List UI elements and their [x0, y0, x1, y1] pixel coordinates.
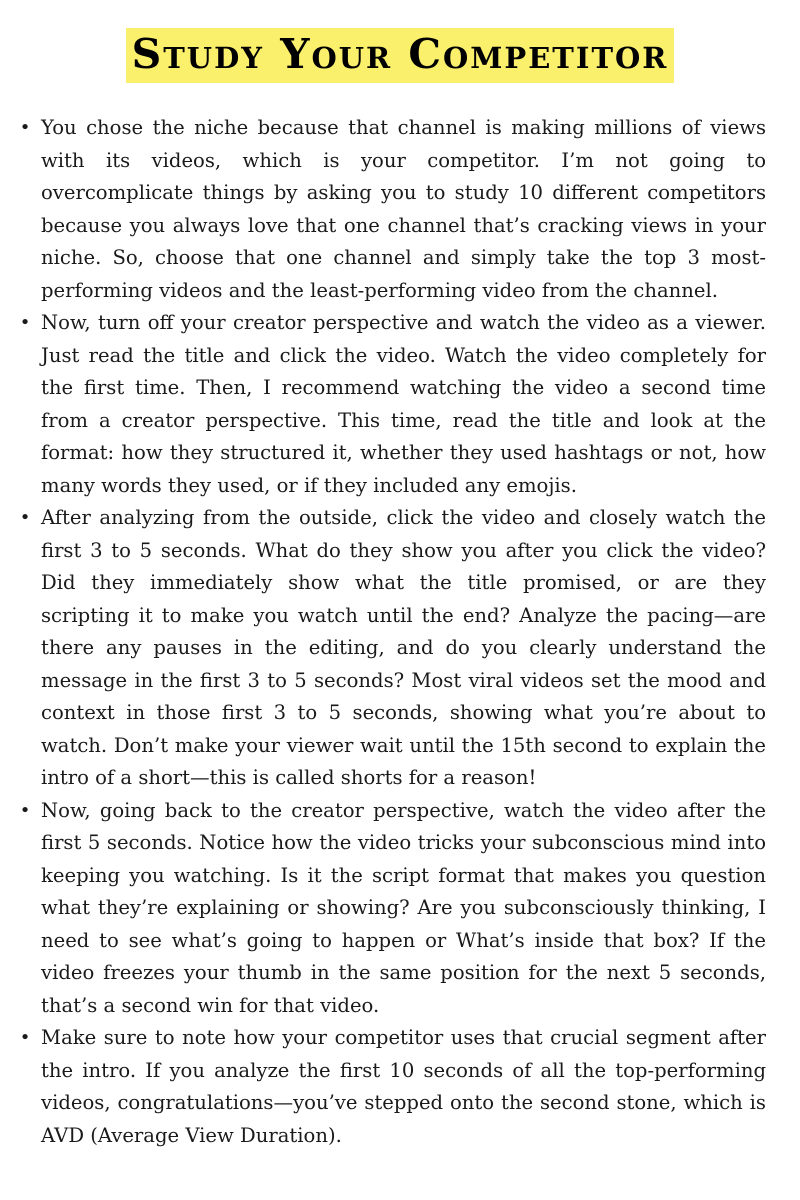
- list-item: [18, 1022, 766, 1152]
- bullet-icon: •: [19, 117, 31, 138]
- list-item: [18, 502, 766, 795]
- title-container: [0, 28, 800, 83]
- bullet-icon: •: [19, 799, 31, 821]
- page-title: Study Your Competitor: [126, 28, 675, 83]
- list-item: [18, 795, 766, 1023]
- bullet-list: [18, 112, 766, 1152]
- bullet-text: Now, going back to the creator perspective, watch the video after the first 5 seconds. Notice how the video tricks your subconscious mind into keeping you watching. Is it the script format that makes you question what they’re explaining or showing? Are you subconsciously thinking, I need to see what’s going to happen or What’s inside that box? If the video freezes your thumb in the same position for the next 5 seconds, that’s a second win for that video.: [41, 798, 766, 1017]
- list-item: [18, 307, 766, 502]
- list-item: [18, 112, 766, 307]
- bullet-icon: •: [19, 507, 31, 528]
- bullet-text: You chose the niche because that channel is making millions of views with its videos, which is your competitor. I’m not going to overcomplicate things by asking you to study 10 different competitors because you always love that one channel that’s cracking views in your niche. So, choose that one channel and simply take the top 3 most-performing videos and the least-performing video from the channel.: [41, 116, 766, 302]
- bullet-text: After analyzing from the outside, click the video and closely watch the first 3 to 5 seconds. What do they show you after you click the video? Did they immediately show what the title promised, or are they scripting it to make you watch until the end? Analyze the pacing—are there any pauses in the editing, and do you clearly understand the message in the first 3 to 5 seconds? Most viral videos set the mood and context in those first 3 to 5 seconds, showing what you’re about to watch. Don’t make your viewer wait until the 15th second to explain the intro of a short—this is called shorts for a reason!: [41, 506, 766, 789]
- bullet-icon: •: [19, 312, 31, 333]
- bullet-text: Make sure to note how your competitor uses that crucial segment after the intro. If you analyze the first 10 seconds of all the top-performing videos, congratulations—you’ve stepped onto the second stone, which is AVD (Average View Duration).: [41, 1026, 766, 1147]
- bullet-icon: •: [19, 1027, 31, 1048]
- bullet-text: Now, turn off your creator perspective and watch the video as a viewer. Just read the title and click the video. Watch the video completely for the first time. Then, I recommend watching the video a second time from a creator perspective. This time, read the title and look at the format: how they structured it, whether they used hashtags or not, how many words they used, or if they included any emojis.: [41, 311, 766, 497]
